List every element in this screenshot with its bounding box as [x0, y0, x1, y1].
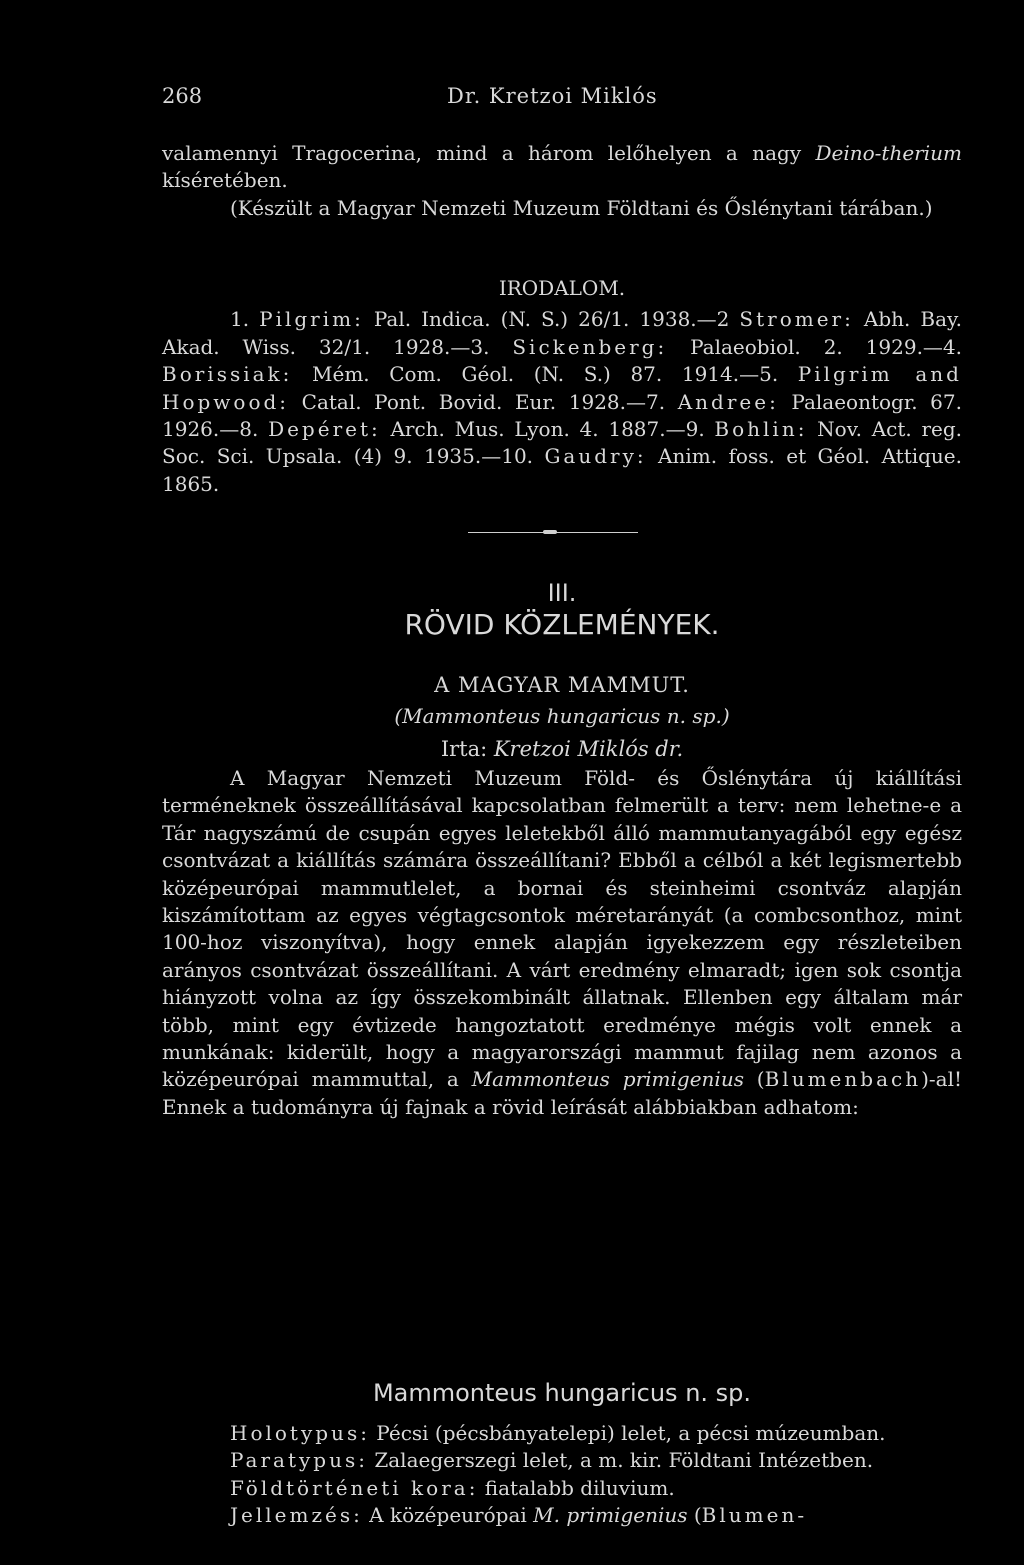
references-list: 1. Pilgrim: Pal. Indica. (N. S.) 26/1. 1938.—2 Stromer: Abh. Bay. Akad. Wiss. 32/1. 1928.—3. Sickenberg: Palaeobiol. 2. 1929.—4. Borissiak: Mém. Com. Géol. (N. S.) 87. 1914.—5. Pilgrim and Hopwood: Catal. Pont. Bovid. Eur. 1928.—7. Andree: Palaeontogr. 67. 1926.—8. Depéret: Arch. Mus. Lyon. 4. 1887.—9. Bohlin: Nov. Act. reg. Soc. Sci. Upsala. (4) 9. 1935.—10. Gaudry: Anim. foss. et Géol. Attique. 1865. [162, 307, 963, 496]
references-block [162, 275, 962, 498]
running-author: Dr. Kretzoi Miklós [447, 84, 658, 108]
section-title: RÖVID KÖZLEMÉNYEK. [404, 608, 720, 641]
byline-author: Kretzoi Miklós dr. [493, 736, 684, 761]
species-heading: Mammonteus hungaricus n. sp. [372, 1379, 752, 1407]
entry-age: Földtörténeti kora: fiatalabb diluvium. [230, 1475, 675, 1500]
article-species: (Mammonteus hungaricus n. sp.) [394, 704, 730, 729]
species-name: Mammonteus primigenius [471, 1067, 744, 1092]
body-block [162, 765, 962, 1121]
byline: Irta: Kretzoi Miklós dr. [440, 736, 684, 761]
entry-paratypus: Paratypus: Zalaegerszegi lelet, a m. kir. Földtani Intézetben. [230, 1448, 874, 1473]
article-heading-block [162, 672, 962, 763]
diagnosis-block [162, 1420, 962, 1530]
genus-name: Deino-therium [815, 141, 962, 165]
section-heading-block [162, 578, 962, 642]
species-heading-block [162, 1378, 962, 1408]
intro-block [162, 140, 962, 222]
body-paragraph: A Magyar Nemzeti Muzeum Föld- és Őslénytára új kiállítási terméneknek összeállításával kapcsolatban felmerült a terv: nem lehetne-e a Tár nagyszámú de csupán egyes leletekből álló mammutanyagából egy egész csontvázat a kiállítás számára összeállítani? Ebből a célból a két legismertebb középeurópai mammutlelet, a bornai és steinheimi csontváz alapján kiszámítottam az egyes végtagcsontok méretarányát (a combcsonthoz, mint 100-hoz viszonyítva), hogy ennek alapján igyekezzem egy részleteiben arányos csontvázat összeállítani. A várt eredmény elmaradt; igen sok csontja hiányzott volna az így összekombinált állatnak. Ellenben egy általam már több, mint egy évtizede hangoztatott eredménye mégis volt ennek a munkának: kiderült, hogy a magyarországi mammut fajilag nem azonos a középeurópai mammuttal, a Mammonteus primigenius (Blumenbach)-al! Ennek a tudományra új fajnak a rövid leírását alábbiakban adhatom: [162, 766, 962, 1119]
intro-paragraph-1: valamennyi Tragocerina, mind a három lelőhelyen a nagy Deino-therium kíséretében. [162, 141, 962, 193]
entry-holotypus: Holotypus: Pécsi (pécsbányatelepi) lelet, a pécsi múzeumban. [230, 1421, 886, 1445]
separator-rule [468, 532, 638, 533]
section-number: III. [547, 579, 577, 607]
references-heading: IRODALOM. [498, 276, 626, 300]
article-title: A MAGYAR MAMMUT. [434, 673, 690, 697]
intro-paragraph-2: (Készült a Magyar Nemzeti Muzeum Földtani és Őslénytani tárában.) [230, 195, 933, 220]
running-header [162, 84, 862, 114]
entry-characterization: Jellemzés: A középeurópai M. primigenius (Blumen- [230, 1503, 808, 1528]
page-number: 268 [162, 84, 203, 108]
